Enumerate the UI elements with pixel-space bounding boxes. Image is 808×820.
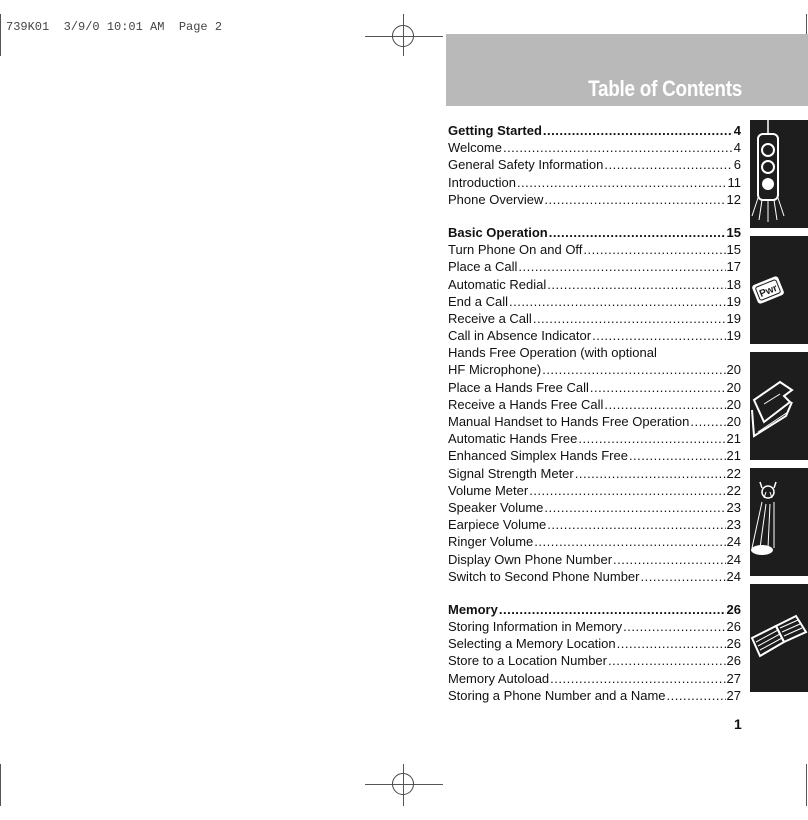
- toc-entry-title: Getting Started: [448, 123, 542, 138]
- toc-entry-title: Earpiece Volume: [448, 517, 547, 533]
- dot-leader: [543, 122, 733, 139]
- toc-entry-title: Phone Overview: [448, 191, 544, 207]
- pwr-key-icon: [750, 236, 808, 344]
- dot-leader: [517, 174, 727, 191]
- toc-page-number: 15: [726, 224, 741, 240]
- dot-leader: [613, 551, 726, 568]
- toc-section-heading[interactable]: [448, 601, 741, 618]
- toc-entry-title: Display Own Phone Number: [448, 551, 613, 567]
- toc-page-number: 4: [733, 140, 741, 156]
- toc-page-number: 11: [727, 174, 741, 190]
- toc-entry-title: Place a Call: [448, 259, 518, 275]
- dot-leader: [604, 156, 732, 173]
- toc-page-number: 21: [726, 431, 741, 447]
- toc-entry-title: Memory Autoload: [448, 670, 550, 686]
- dot-leader: [578, 430, 725, 447]
- dot-leader: [534, 533, 725, 550]
- print-slug: 739K01 3/9/0 10:01 AM Page 2: [6, 20, 223, 34]
- toc-page-number: 26: [726, 601, 741, 617]
- tab-reference[interactable]: [750, 584, 808, 692]
- toc-section-heading[interactable]: [448, 224, 741, 241]
- toc-entry[interactable]: [448, 396, 741, 413]
- dot-leader: [547, 276, 725, 293]
- dot-leader: [542, 361, 725, 378]
- toc-page-number: 20: [726, 362, 741, 378]
- toc-page-number: 21: [726, 448, 741, 464]
- toc-entry[interactable]: [448, 379, 741, 396]
- toc-entry[interactable]: [448, 413, 741, 430]
- toc-entry-title: Manual Handset to Hands Free Operation: [448, 414, 690, 429]
- dot-leader: [518, 258, 725, 275]
- toc-entry[interactable]: [448, 568, 741, 585]
- folder-icon: [750, 352, 808, 460]
- page-title: Table of Contents: [588, 76, 742, 101]
- toc-entry-title: Selecting a Memory Location: [448, 636, 616, 652]
- toc-entry[interactable]: [448, 276, 741, 293]
- dot-leader: [667, 687, 726, 704]
- toc-page-number: 24: [726, 534, 741, 550]
- toc-page-number: 20: [726, 396, 741, 412]
- toc-entry[interactable]: [448, 499, 741, 516]
- toc-page-number: 27: [726, 687, 741, 703]
- page-number: 1: [734, 716, 742, 732]
- toc-entry-title: Call in Absence Indicator: [448, 328, 592, 344]
- toc-entry-title: Hands Free Operation (with optional: [448, 345, 657, 361]
- toc-entry-title: HF Microphone): [448, 362, 542, 378]
- toc-page-number: 22: [726, 482, 741, 498]
- toc-entry-title: Automatic Redial: [448, 276, 547, 292]
- toc-entry[interactable]: [448, 516, 741, 533]
- dot-leader: [617, 635, 726, 652]
- toc-entry[interactable]: [448, 635, 741, 652]
- dot-leader: [583, 241, 725, 258]
- toc-entry[interactable]: [448, 174, 741, 191]
- toc-entry[interactable]: [448, 258, 741, 275]
- toc-entry[interactable]: [448, 361, 741, 378]
- dot-leader: [499, 601, 726, 618]
- toc-entry-title: Receive a Call: [448, 310, 532, 326]
- dot-leader: [575, 465, 726, 482]
- toc-page-number: 12: [726, 191, 741, 207]
- toc-page-number: 20: [726, 379, 741, 395]
- dot-leader: [550, 670, 725, 687]
- toc-entry-title: Introduction: [448, 174, 516, 190]
- toc-entry-title: General Safety Information: [448, 157, 604, 173]
- dot-leader: [544, 191, 725, 208]
- toc-section: [448, 224, 741, 585]
- toc-entry[interactable]: [448, 344, 741, 361]
- toc-entry[interactable]: [448, 652, 741, 669]
- open-book-icon: [750, 584, 808, 692]
- toc-entry[interactable]: [448, 156, 741, 173]
- toc-page-number: 15: [726, 242, 741, 258]
- toc-entry-title: Receive a Hands Free Call: [448, 396, 604, 412]
- toc-page-number: 6: [733, 157, 741, 173]
- tab-advanced[interactable]: [750, 468, 808, 576]
- toc-page-number: 4: [733, 123, 741, 138]
- toc-page-number: 18: [726, 276, 741, 292]
- toc-entry[interactable]: [448, 310, 741, 327]
- dot-leader: [592, 327, 725, 344]
- toc-entry[interactable]: [448, 191, 741, 208]
- header-band: [446, 34, 808, 106]
- toc-page-number: 26: [726, 619, 741, 635]
- toc-entry[interactable]: [448, 670, 741, 687]
- dot-leader: [533, 310, 726, 327]
- toc-entry-title: Speaker Volume: [448, 499, 544, 515]
- toc-entry-title: Place a Hands Free Call: [448, 379, 589, 395]
- toc-entry-title: Basic Operation: [448, 224, 548, 240]
- dot-leader: [509, 293, 726, 310]
- dot-leader: [604, 396, 725, 413]
- toc-page-number: 26: [726, 653, 741, 669]
- toc-entry[interactable]: [448, 293, 741, 310]
- toc-entry[interactable]: [448, 551, 741, 568]
- toc-page-number: 23: [726, 499, 741, 515]
- toc-entry-title: Switch to Second Phone Number: [448, 568, 640, 584]
- toc-entry-title: Volume Meter: [448, 482, 529, 498]
- toc-entry[interactable]: [448, 465, 741, 482]
- toc-page-number: 24: [726, 568, 741, 584]
- toc-page-number: 23: [726, 517, 741, 533]
- toc-page-number: 24: [726, 551, 741, 567]
- toc-entry-title: Memory: [448, 601, 498, 617]
- dot-leader: [629, 447, 726, 464]
- toc-entry[interactable]: [448, 687, 741, 704]
- toc-entry-title: Turn Phone On and Off: [448, 242, 583, 258]
- toc-entry-title: Automatic Hands Free: [448, 431, 578, 447]
- toc-page-number: 17: [726, 259, 741, 275]
- toc-page-number: 19: [726, 328, 741, 344]
- toc-page-number: 19: [726, 310, 741, 326]
- toc-page-number: 20: [726, 414, 741, 429]
- toc-entry-title: Storing Information in Memory: [448, 619, 623, 635]
- toc-entry[interactable]: [448, 327, 741, 344]
- toc-entry-title: Welcome: [448, 140, 502, 156]
- toc-page-number: 27: [726, 670, 741, 686]
- dot-leader: [690, 413, 725, 430]
- toc-entry[interactable]: [448, 533, 741, 550]
- dot-leader: [547, 516, 725, 533]
- toc-entry-title: Store to a Location Number: [448, 653, 607, 669]
- toc-entry[interactable]: [448, 447, 741, 464]
- toc-entry-title: Enhanced Simplex Hands Free: [448, 448, 628, 464]
- toc-entry-title: End a Call: [448, 293, 508, 309]
- dot-leader: [608, 652, 726, 669]
- pwr-key-label: Pwr: [757, 282, 780, 300]
- toc-entry[interactable]: [448, 139, 741, 156]
- toc-entry-title: Storing a Phone Number and a Name: [448, 687, 666, 703]
- table-of-contents: [448, 122, 741, 720]
- dot-leader: [544, 499, 725, 516]
- toc-entry[interactable]: [448, 482, 741, 499]
- traffic-light-icon: [750, 120, 808, 228]
- toc-section-heading[interactable]: [448, 122, 741, 139]
- toc-page-number: 19: [726, 293, 741, 309]
- toc-section: [448, 601, 741, 704]
- dot-leader: [623, 618, 725, 635]
- dot-leader: [529, 482, 725, 499]
- dot-leader: [590, 379, 726, 396]
- dot-leader: [549, 224, 726, 241]
- toc-entry[interactable]: [448, 618, 741, 635]
- toc-entry[interactable]: [448, 241, 741, 258]
- tab-basic-operation[interactable]: [750, 236, 808, 344]
- dot-leader: [503, 139, 733, 156]
- toc-page-number: 26: [726, 636, 741, 652]
- spotlight-figure-icon: [750, 468, 808, 576]
- dot-leader: [641, 568, 726, 585]
- toc-entry-title: Ringer Volume: [448, 534, 534, 550]
- tab-features[interactable]: [750, 352, 808, 460]
- toc-entry-title: Signal Strength Meter: [448, 465, 574, 481]
- toc-page-number: 22: [726, 465, 741, 481]
- toc-entry[interactable]: [448, 430, 741, 447]
- toc-section: [448, 122, 741, 208]
- tab-getting-started[interactable]: [750, 120, 808, 228]
